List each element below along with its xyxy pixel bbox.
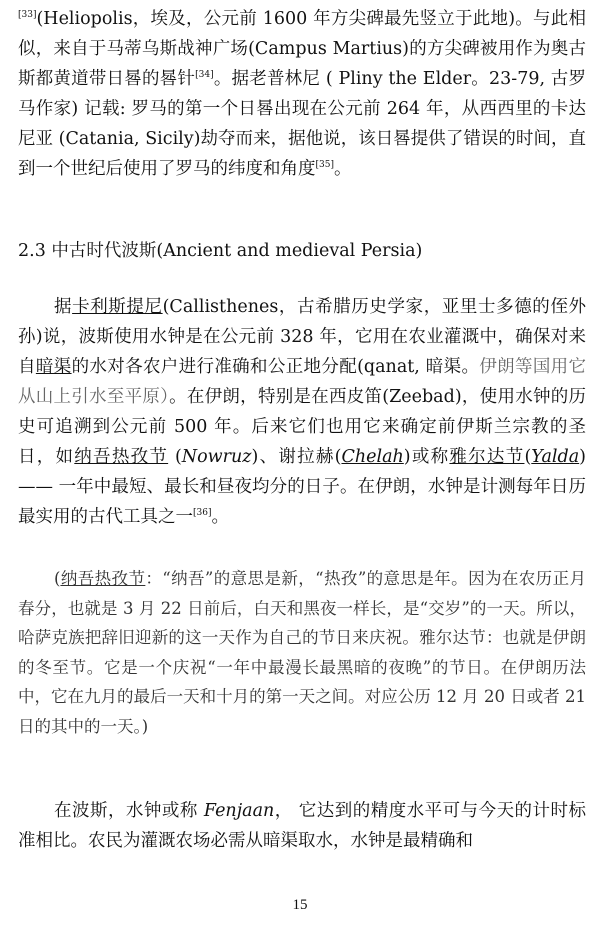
page-number: 15 xyxy=(292,897,308,913)
paragraph-persia-water-clock: 据卡利斯提尼(Callisthenes，古希腊历史学家，亚里士多德的侄外孙)说，波斯使用水钟是在公元前 328 年，它用在农业灌溉中，确保对来自暗渠的水对各农户进行准确和公正地分配(qanat, 暗渠。伊朗等国用它从山上引水至平原）。在伊朗，特别是在西皮笛(Zeebad)，使用水钟的历史可追溯到公元前 500 年。后来它们也用它来确定前伊斯兰宗教的圣日，如纳吾热孜节 (Nowruz)、谢拉赫(Chelah)或称雅尔达节(Yalda) —— 一年中最短、最长和昼夜均分的日子。在伊朗，水钟是计测每年日历最实用的古代工具之一[36]。 xyxy=(18,297,587,527)
gray-note: 伊朗等国用它从山上引水至平原） xyxy=(18,357,587,407)
link-yalda-latin[interactable]: Yalda xyxy=(531,447,580,467)
link-nowruz[interactable]: 纳吾热孜节 xyxy=(74,447,169,467)
link-chelah[interactable]: Chelah xyxy=(341,447,404,467)
footnote-ref-34[interactable]: [34] xyxy=(195,70,214,81)
footnote-ref-33[interactable]: [33] xyxy=(18,10,37,21)
link-qanat[interactable]: 暗渠 xyxy=(35,357,72,377)
link-yalda[interactable]: 雅尔达节 xyxy=(449,447,525,467)
paragraph-festival-note: (纳吾热孜节：“纳吾”的意思是新，“热孜”的意思是年。因为在农历正月春分，也就是 3 月 22 日前后，白天和黑夜一样长，是“交岁”的一天。所以，哈萨克族把辞旧迎新的这一天作为自己的节日来庆祝。雅尔达节：也就是伊朗的冬至节。它是一个庆祝“一年中最漫长最黑暗的夜晚”的节日。在伊朗历法中，它在九月的最后一天和十月的第一天之间。对应公历 12 月 20 日或者 21 日的其中的一天。) xyxy=(18,569,586,736)
link-nowruz-note[interactable]: 纳吾热孜节 xyxy=(60,569,146,588)
text: 。 xyxy=(333,159,352,179)
link-callisthenes[interactable]: 卡利斯提尼 xyxy=(72,297,163,317)
paragraph-fenjaan: 在波斯，水钟或称 Fenjaan， 它达到的精度水平可与今天的计时标准相比。农民为灌溉农场必需从暗渠取水，水钟是最精确和 xyxy=(18,801,586,851)
text: (Heliopolis，埃及，公元前 1600 年方尖碑最先竖立于此地)。与此相似，来自于马蒂乌斯战神广场(Campus Martius)的方尖碑被用作为奥古斯都黄道带日晷的晷针 xyxy=(18,9,586,89)
section-heading: 2.3 中古时代波斯(Ancient and medieval Persia) xyxy=(18,241,423,261)
text: 。据老普林尼 ( Pliny the Elder。23-79, 古罗马作家) 记载: 罗马的第一个日晷出现在公元前 264 年，从西西里的卡达尼亚 (Catania, Sicily)劫夺而来，据他说，该日晷提供了错误的时间，直到一个世纪后使用了罗马的纬度和角度 xyxy=(18,69,587,179)
footnote-ref-35[interactable]: [35] xyxy=(315,160,334,171)
footnote-ref-36[interactable]: [36] xyxy=(193,508,212,519)
paragraph-obelisk-sundial xyxy=(18,4,586,184)
